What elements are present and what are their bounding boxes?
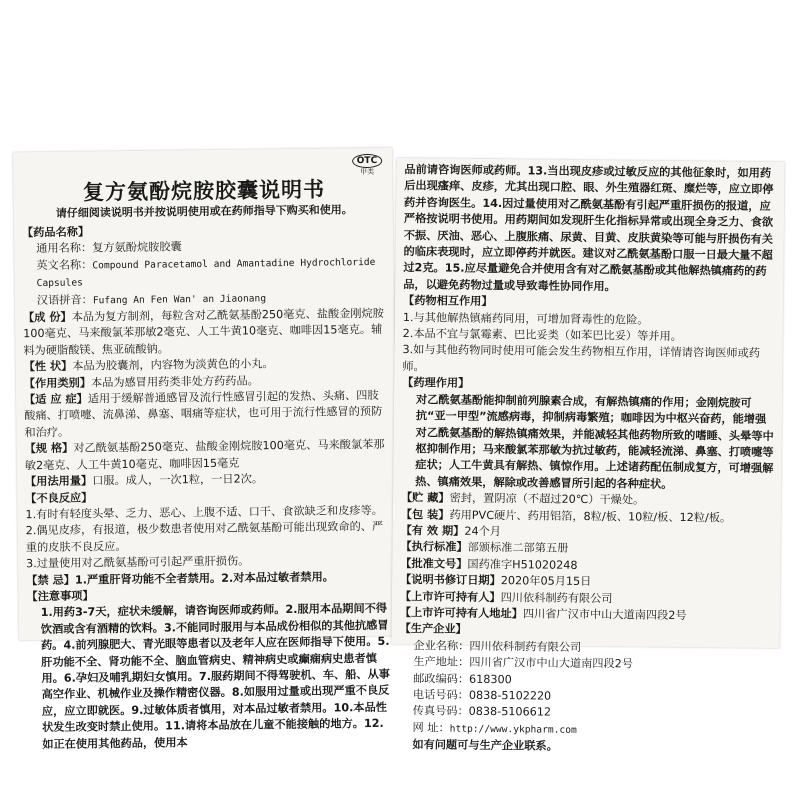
field-label: 网 址： — [412, 720, 450, 735]
section-text: 药用PVC硬片、药用铝箔，8粒/板、10粒/板、12粒/板。 — [449, 508, 732, 525]
section-text: 四川省广汉市中山大道南四段2号 — [522, 607, 687, 623]
section-text: 适用于缓解普通感冒及流行性感冒引起的发热、头痛、四肢酸痛、打喷嚏、流鼻涕、鼻塞、咽痛等症状，也可用于流行性感冒的预防和治疗。 — [24, 388, 383, 440]
left-page — [13, 148, 398, 751]
section-label: 【药品名称】 — [21, 225, 90, 240]
section-label: 【说明书修订日期】 — [400, 573, 501, 588]
section-label: 【作用类别】 — [23, 376, 92, 390]
section-interactions — [402, 293, 777, 379]
section-text: 对乙酰氨基酚能抑制前列腺素合成，有解热镇痛的作用；金刚烷胺可抗“亚一甲型”流感病毒，抑制病毒繁殖；咖啡因为中枢兴奋药，能增强对乙酰氨基酚的解热镇痛效果，并能减轻其他药物所致的嗜睡、头晕等中枢抑制作用；马来酸氯苯那敏为抗过敏药，能减轻流涕、鼻塞、打喷嚏等症状；人工牛黄具有解热、镇惊作用。上述诸药配伍制成复方，可增强解热、镇痛效果，解除或改善感冒所引起的各种症状。 — [415, 392, 774, 491]
section-label: 【药理作用】 — [402, 376, 470, 391]
section-text: 本品为感冒用药类非处方药药品。 — [90, 374, 259, 390]
section-label: 【生产企业】 — [399, 622, 467, 637]
section-text: 1.用药3-7天，症状未缓解，请咨询医师或药师。2.服用本品期间不得饮酒或含有酒精的饮料。3.不能同时服用与本品成份相似的其他抗感冒药。4.前列腺肥大、青光眼等患者以及老年人应在医师指导下使用。5.肝功能不全、肾功能不全、脑血管病史、精神病史或癫痫病史患者慎用。6.孕妇及哺乳期妇女慎用。7.服药期间不得驾驶机、车、船、从事高空作业、机械作业及操作精密仪器。8.如服用过量或出现严重不良反应，应立即就医。9.过敏体质者慎用，对本品过敏者禁用。10.本品性状发生改变时禁止使用。11.请将本品放在儿童不能接触的地方。12.如正在使用其他药品，使用本 — [40, 602, 391, 751]
section-pharmacology — [401, 375, 776, 494]
section-text: 四川依科制药有限公司 — [500, 590, 613, 605]
section-label: 【规 格】 — [24, 441, 74, 456]
section-label: 【注意事项】 — [26, 589, 94, 604]
section-text: 1.严重肝肾功能不全者禁用。2.对本品过敏者禁用。 — [74, 569, 334, 587]
field-label: 邮政编码： — [413, 671, 470, 686]
otc-label: OTC — [352, 154, 383, 168]
company-name: 四川依科制药有限公司 — [469, 639, 582, 654]
website: http://www.ykpharm.com — [449, 723, 577, 736]
english-name-value: Compound Paracetamol and Amantadine Hydrochloride Capsules — [36, 256, 376, 290]
document-title: 复方氨酚烷胺胶囊说明书 — [82, 177, 326, 205]
list-item: 3.如与其他药物同时使用可能会发生药物相互作用，详情请咨询医师或药师。 — [402, 343, 761, 374]
section-label: 【上市许可持有人地址】 — [399, 606, 523, 621]
right-page — [391, 158, 784, 753]
section-label: 【性 状】 — [23, 359, 73, 374]
section-text: 本品为胶囊剂，内容物为淡黄色的小丸。 — [72, 357, 274, 373]
section-manufacturer — [398, 621, 773, 757]
fax-number: 0838-5106612 — [468, 705, 552, 720]
list-item: 2.偶见皮疹，有报道，极少数患者使用对乙酰氨基酚可能出现致命的、严重的皮肤不良反应。 — [25, 520, 384, 554]
precautions-continued: 品前请咨询医师或药师。13.当出现皮疹或过敏反应的其他征象时，如用药后出现瘙痒、皮疹，尤其出现口腔、眼、外生殖器红斑、糜烂等，应立即停药并咨询医生。14.因过量使用对乙酰氨基酚有引起严重肝损伤的报道，应严格按说明书使用。用药期间如发现肝生化指标异常或出现全身乏力、食欲不振、厌油、恶心、上腹胀痛、尿黄、目黄、皮肤黄染等可能与肝损伤有关的临床表现时，应立即停药并就医。建议对乙酰氨基酚口服一日最大量不超过2克。15.应尽量避免合并使用含有对乙酰氨基酚或其他解热镇痛药的药品，以避免药物过量或导致毒性协同作用。 — [403, 163, 774, 294]
section-label: 【有 效 期】 — [400, 523, 465, 538]
section-text: 国药准字H51020248 — [467, 557, 578, 572]
english-name-label: 英文名称： — [36, 258, 93, 272]
field-label: 企业名称： — [413, 638, 470, 653]
production-address: 四川省广汉市中山大道南四段2号 — [469, 655, 634, 671]
section-spec — [25, 437, 390, 474]
section-label: 【不良反应】 — [25, 490, 93, 505]
section-label: 【用法用量】 — [24, 474, 93, 489]
section-precautions — [26, 585, 393, 754]
list-item: 1.有时有轻度头晕、乏力、恶心、上腹不适、口干、食欲缺乏和皮疹等。 — [25, 503, 384, 522]
field-label: 电话号码： — [412, 688, 469, 702]
section-label: 【贮 藏】 — [400, 491, 450, 505]
list-item: 2.本品不宜与氯霉素、巴比妥类（如苯巴比妥）等并用。 — [402, 327, 682, 344]
section-text: 密封，置阴凉（不超过20℃）干燥处。 — [449, 491, 645, 507]
section-label: 【禁 忌】 — [26, 573, 75, 587]
section-label: 【包 装】 — [400, 507, 450, 522]
phone-number: 0838-5102220 — [468, 688, 552, 703]
section-label: 【批准文号】 — [400, 556, 468, 571]
generic-name-value: 复方氨酚烷胺胶囊 — [92, 240, 182, 255]
field-label: 生产地址： — [413, 655, 470, 669]
section-text: 部颁标准二部第五册 — [467, 541, 569, 556]
list-item: 3.过量使用对乙酰氨基酚可引起严重肝损伤。 — [25, 554, 250, 571]
generic-name-label: 通用名称： — [36, 241, 93, 256]
postal-code: 618300 — [468, 672, 512, 686]
section-drug-name — [22, 221, 388, 310]
section-label: 【药物相互作用】 — [402, 294, 493, 309]
section-text: 24个月 — [464, 524, 502, 539]
section-label: 【适 应 症】 — [23, 392, 88, 407]
section-text: 本品为复方制剂，每粒含对乙酰氨基酚250毫克、盐酸金刚烷胺100毫克、马来酸氯苯那敏2毫克、人工牛黄10毫克、咖啡因15毫克。辅料为硬脂酸镁、焦亚硫酸钠。 — [23, 306, 384, 358]
section-adverse — [25, 486, 391, 572]
list-item: 1.与其他解热镇痛药同用，可增加肾毒性的危险。 — [402, 310, 649, 327]
contact-note: 如有问题可与生产企业联系。 — [412, 738, 558, 753]
section-label: 【上市许可持有人】 — [399, 589, 501, 604]
field-label: 传真号码： — [412, 704, 469, 719]
section-composition — [23, 306, 389, 360]
document-subtitle: 请仔细阅读说明书并按说明使用或在药师指导下购买和使用。 — [55, 203, 353, 220]
pinyin-name-value: Fufang An Fen Wan' an Jiaonang — [92, 292, 267, 306]
section-text: 对乙酰氨基酚250毫克、盐酸金刚烷胺100毫克、马来酸氯苯那敏2毫克、人工牛黄10毫克、咖啡因15毫克 — [24, 438, 385, 472]
section-label: 【成 份】 — [22, 310, 72, 325]
pinyin-name-label: 汉语拼音： — [36, 292, 93, 307]
otc-class: 甲类 — [360, 168, 375, 177]
section-label: 【执行标准】 — [400, 540, 468, 555]
section-indication — [24, 388, 390, 442]
section-text: 口服。成人，一次1粒，一日2次。 — [92, 472, 264, 488]
section-text: 2020年05月15日 — [500, 574, 592, 589]
